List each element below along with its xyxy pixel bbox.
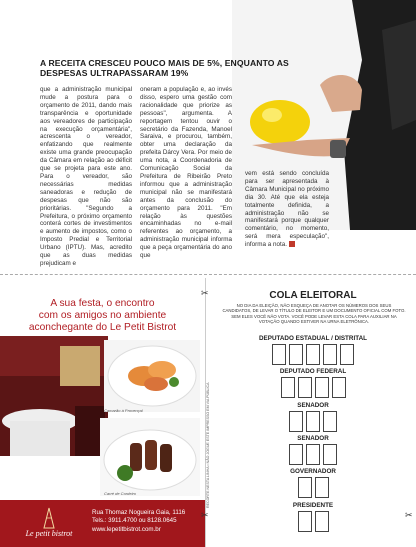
- number-box[interactable]: [289, 344, 303, 365]
- label-governador: GOVERNADOR: [290, 468, 336, 475]
- restaurant-interior-photo: [0, 336, 108, 456]
- end-mark-icon: [289, 241, 295, 247]
- cola-eleitoral: [201, 278, 416, 547]
- scissors-icon-right: ✂: [405, 510, 413, 520]
- number-box[interactable]: [298, 511, 312, 532]
- label-presidente: PRESIDENTE: [292, 502, 334, 509]
- label-senador-1: SENADOR: [297, 402, 329, 409]
- number-box[interactable]: [289, 444, 303, 465]
- number-box[interactable]: [323, 444, 337, 465]
- scissors-icon: ✂: [201, 288, 209, 298]
- shrimp-dish-caption: Camarão à Provençal: [104, 408, 143, 413]
- article-column-2: oneram a população e, ao invés disso, espero uma gestão com racionalidade que priorize as pessoas", argumenta. A reportagem tentou ouvir o secretário da Fazenda, Manoel Saraiva, e procurou, também, obter uma declaração da prefeita Dárcy Vera. Por meio de uma nota, a Coordenadoria de Comunicação Social da Prefeitura de Ribeirão Preto informou que a administração municipal não se manifestará antes da conclusão do orçamento para 2011. "Em relação às questões encaminhadas no e-mail referentes ao orçamento, a administração municipal informa que a peça orçamentária do ano que: [140, 86, 232, 260]
- number-box[interactable]: [332, 377, 346, 398]
- number-box[interactable]: [323, 344, 337, 365]
- number-box[interactable]: [306, 444, 320, 465]
- number-box[interactable]: [281, 377, 295, 398]
- lamb-dish-photo: [100, 418, 200, 496]
- lamb-dish-caption: Carré de Cordeiro: [104, 491, 137, 496]
- number-box[interactable]: [306, 344, 320, 365]
- article-column-3: [245, 170, 329, 249]
- number-box[interactable]: [289, 411, 303, 432]
- ad-headline-line-3: aconchegante do Le Petit Bistrot: [28, 322, 177, 333]
- number-box[interactable]: [315, 477, 329, 498]
- ad-headline: [0, 298, 205, 334]
- number-box[interactable]: [306, 411, 320, 432]
- cola-title: COLA ELEITORAL: [269, 290, 357, 301]
- shrimp-dish-photo: [104, 340, 200, 412]
- cola-instructions: NO DIA DA ELEIÇÃO, NÃO ESQUEÇA DE ANOTAR OS NÚMEROS DOS SEUS CANDIDATOS, DE LEVAR O TÍTULO DE ELEITOR E UM DOCUMENTO OFICIAL COM FOTO. SEM ELES VOCÊ NÃO VOTA. VOCÊ PODE LEVAR ESTA COLA PARA AUXILIAR NA VOTAÇÃO QUANDO ESTIVER NA URNA ELETRÔNICA.: [222, 303, 406, 325]
- label-deputado-estadual: DEPUTADO ESTADUAL / DISTRITAL: [259, 335, 367, 342]
- label-senador-2: SENADOR: [297, 435, 329, 442]
- ad-headline-line-2: com os amigos no ambiente: [38, 310, 167, 321]
- ad-website[interactable]: www.lepetitbistrot.com.br: [92, 525, 161, 533]
- label-deputado-federal: DEPUTADO FEDERAL: [279, 368, 347, 375]
- ad-contact-info: [92, 509, 185, 534]
- number-box[interactable]: [315, 511, 329, 532]
- cut-instruction-vertical: RECORTE NESTA LINHA • NÃO JOGUE ESTE IMPRESSO EM VIA PÚBLICA: [206, 382, 210, 508]
- number-box[interactable]: [272, 344, 286, 365]
- article-column-3-text: vem está sendo concluída para ser apresentada à Câmara Municipal no próximo dia 30. Até que ela esteja totalmente definida, a administração não se manifestará porque qualquer comentário, no momento, será mera especulação", informa a nota.: [245, 170, 329, 249]
- article-headline: A RECEITA CRESCEU POUCO MAIS DE 5%, ENQUANTO AS DESPESAS ULTRAPASSARAM 19%: [40, 58, 289, 78]
- ad-address: Rua Thomaz Nogueira Gaia, 1116: [92, 509, 186, 516]
- le-petit-bistrot-logo: [14, 506, 84, 540]
- number-box[interactable]: [315, 377, 329, 398]
- restaurant-ad: [0, 278, 206, 547]
- ad-phone: Tels.: 3911.4700 ou 8128.0645: [92, 517, 177, 525]
- cut-line: [0, 274, 416, 276]
- number-box[interactable]: [323, 411, 337, 432]
- number-box[interactable]: [340, 344, 354, 365]
- svg-text:Le petit bistrot: Le petit bistrot: [25, 529, 73, 538]
- number-box[interactable]: [298, 477, 312, 498]
- number-box[interactable]: [298, 377, 312, 398]
- ad-headline-line-1: A sua festa, o encontro: [50, 298, 155, 309]
- scissors-icon-bottom: ✂: [201, 510, 209, 520]
- article-column-1: que a administração municipal mude a postura para o orçamento de 2011, dando mais transparência e oportunidade aos vereadores de participação na execução orçamentária", acrescenta o vereador, enfatizando que realmente existe uma grande preocupação da Câmara em relação ao déficit que se projeta para este ano. Para o vereador, são necessárias medidas saneadoras e redução de despesas que não são prioritárias. "Segundo a Prefeitura, o próximo orçamento conterá cortes de investimentos e aumento de impostos, como o Imposto Predial e Territorial Urbano (IPTU). Mas, acredito que as duas medidas prejudicam e: [40, 86, 132, 267]
